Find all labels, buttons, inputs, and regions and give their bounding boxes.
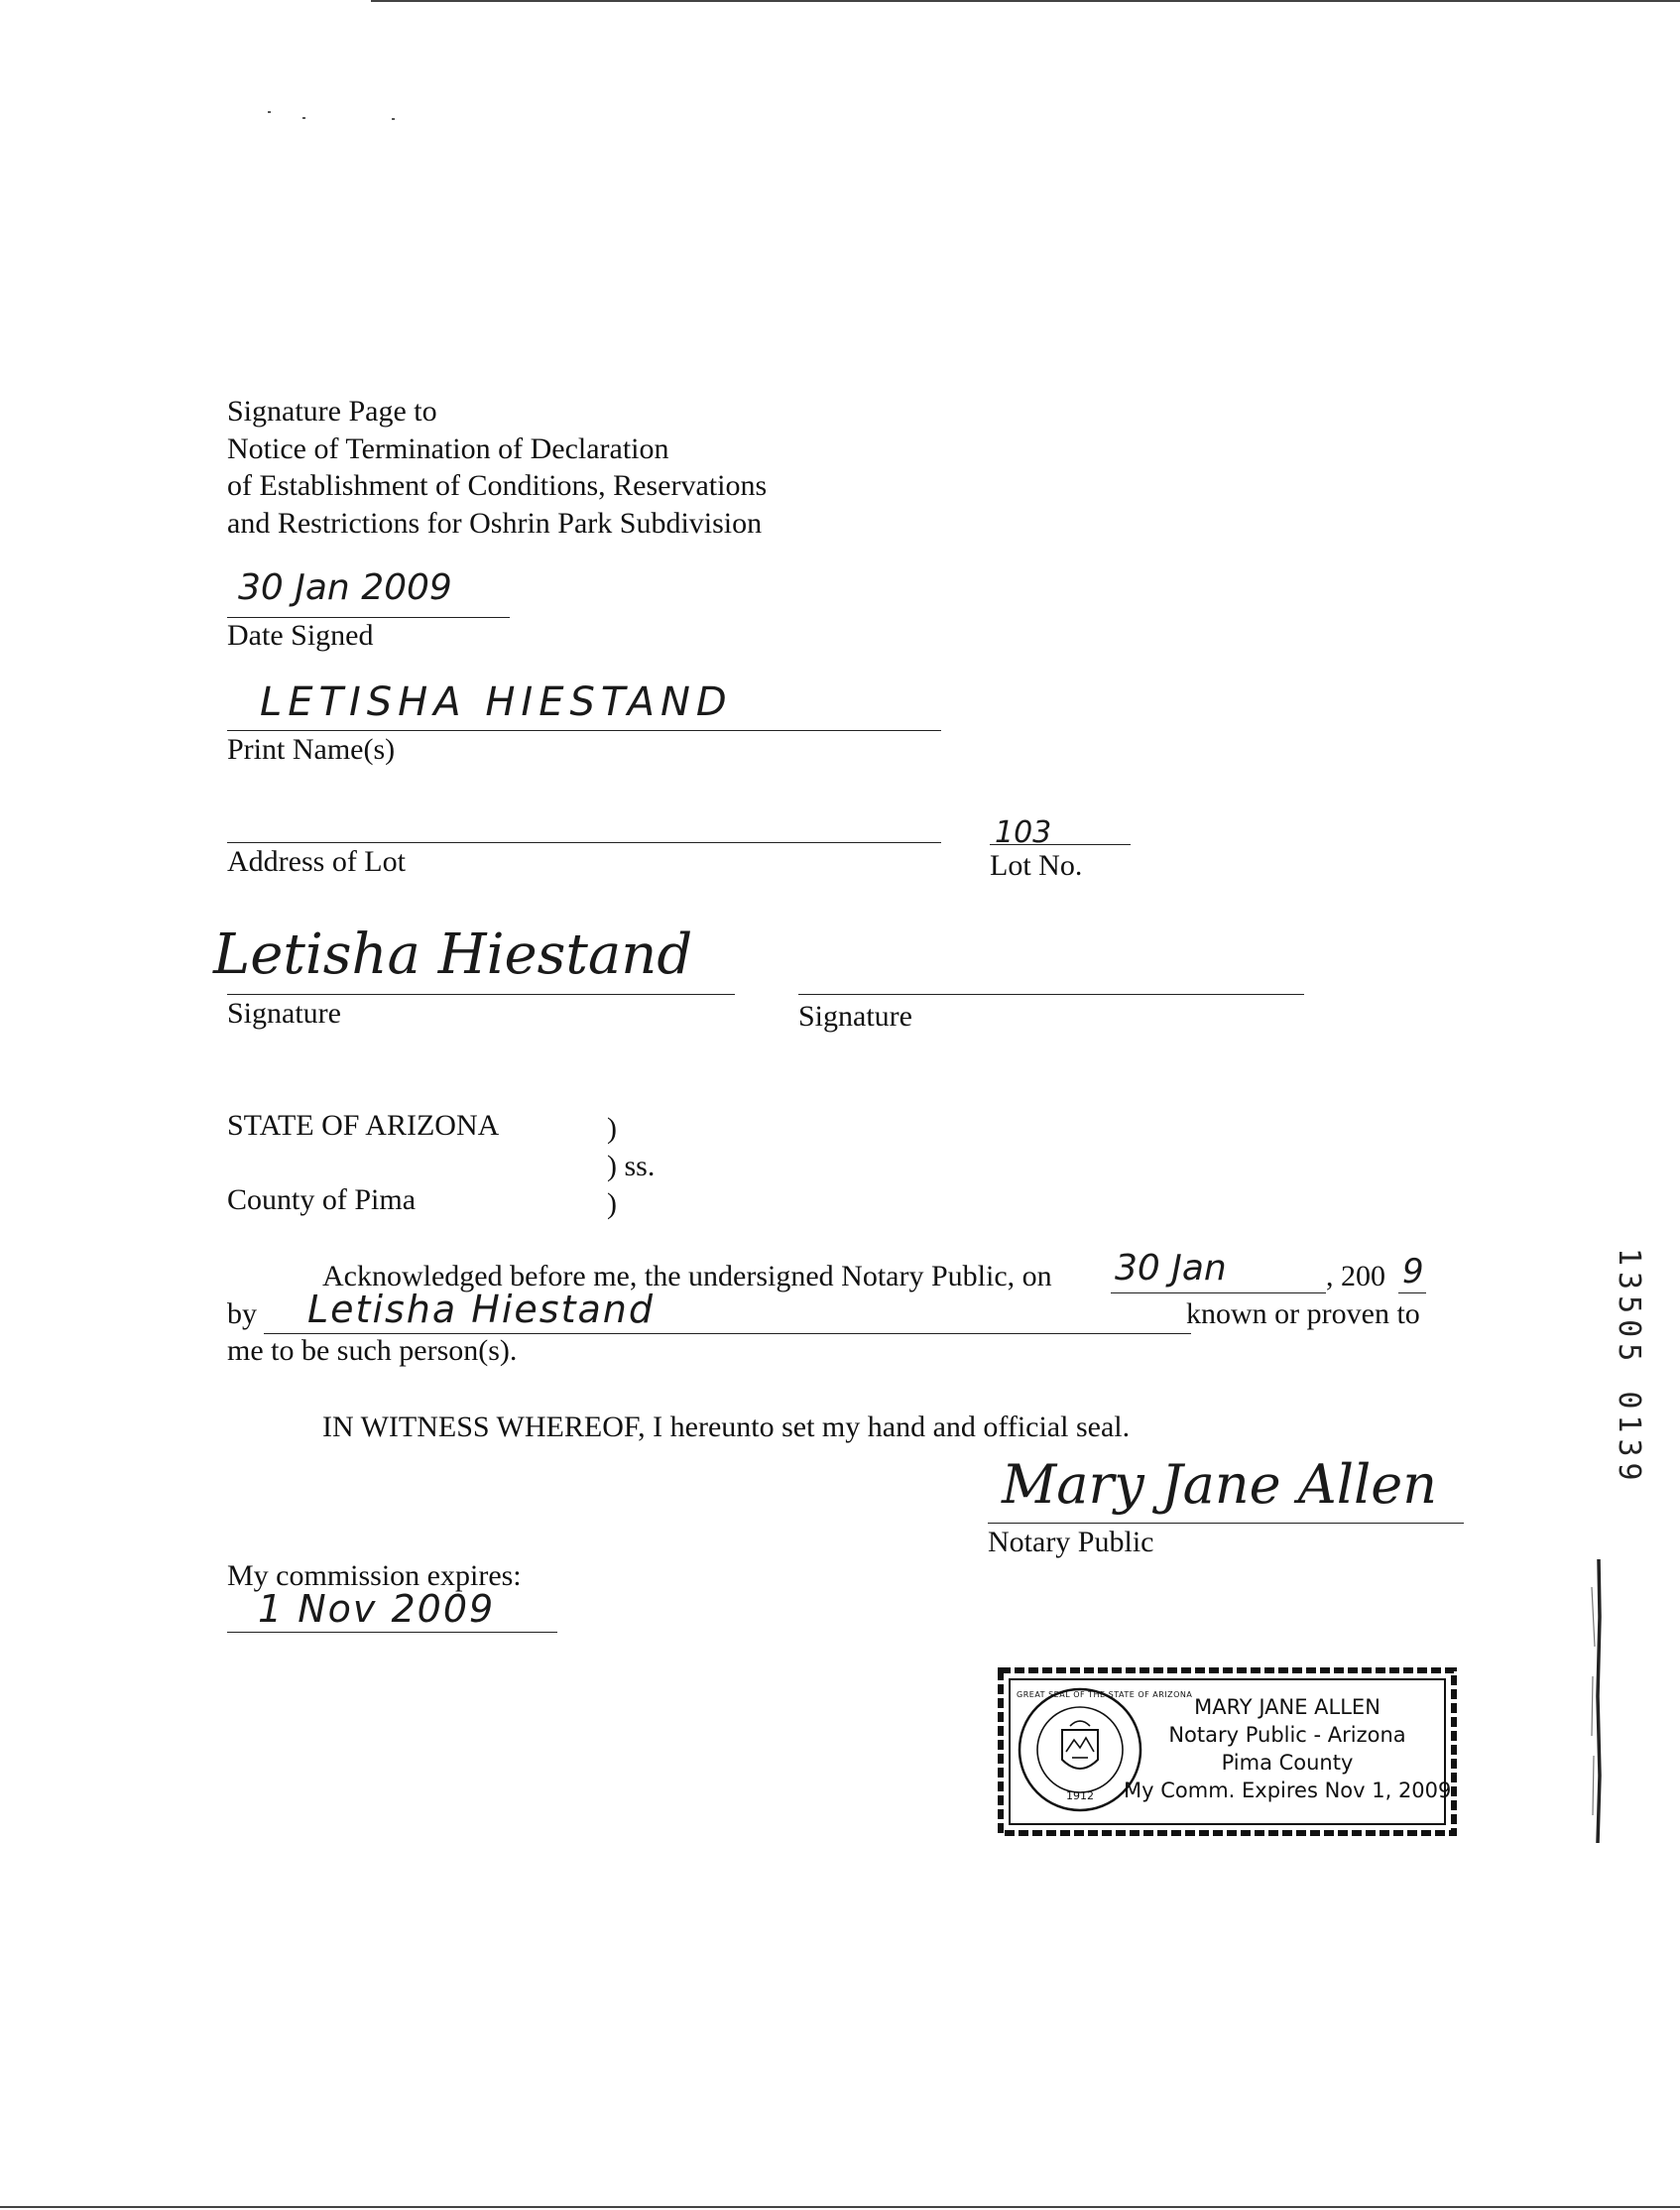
signature-label-1: Signature [227, 997, 341, 1030]
ack-year-line [1398, 1292, 1426, 1293]
ack-date-line [1111, 1292, 1326, 1293]
page-bottom-edge [0, 2206, 1680, 2208]
date-signed-label: Date Signed [227, 619, 374, 652]
signature-label-2: Signature [798, 1000, 912, 1033]
page-top-edge [371, 0, 1680, 2]
commission-label: My commission expires: [227, 1559, 522, 1592]
seal-ring-text: GREAT SEAL OF THE STATE OF ARIZONA [1017, 1690, 1193, 1699]
notary-signature-value: Mary Jane Allen [1002, 1453, 1437, 1516]
venue-paren-3: ) [607, 1187, 617, 1220]
ack-name-value: Letisha Hiestand [307, 1288, 655, 1331]
commission-line [227, 1632, 557, 1633]
margin-record-number: 13505 0139 [1612, 1248, 1646, 1487]
print-name-label: Print Name(s) [227, 733, 396, 766]
address-label: Address of Lot [227, 845, 406, 878]
ack-line-2-suffix: known or proven to [1186, 1297, 1420, 1330]
stamp-county: Pima County [1221, 1751, 1354, 1775]
venue-paren-1: ) [607, 1112, 617, 1145]
scan-speck [392, 118, 395, 120]
margin-scan-mark [1587, 1557, 1607, 1845]
stamp-title: Notary Public - Arizona [1168, 1723, 1406, 1747]
notary-stamp [997, 1666, 1458, 1837]
heading-line-1: Signature Page to [227, 395, 437, 428]
venue-paren-ss: ) ss. [607, 1150, 656, 1182]
ack-year-digit: 9 [1402, 1252, 1424, 1291]
seal-year: 1912 [1066, 1789, 1094, 1802]
print-name-value: LETISHA HIESTAND [260, 679, 733, 725]
ack-line-1-prefix: Acknowledged before me, the undersigned Notary Public, on [322, 1260, 1052, 1292]
ack-year-prefix: , 200 [1326, 1260, 1385, 1292]
owner-signature-value: Letisha Hiestand [213, 922, 693, 987]
stamp-expires: My Comm. Expires Nov 1, 2009 [1124, 1779, 1452, 1802]
ack-line-2-prefix: by [227, 1297, 257, 1330]
venue-county: County of Pima [227, 1183, 417, 1216]
commission-value: 1 Nov 2009 [258, 1587, 496, 1631]
notary-label: Notary Public [988, 1526, 1154, 1558]
lot-number-line [990, 844, 1131, 845]
stamp-name: MARY JANE ALLEN [1194, 1695, 1380, 1719]
scan-speck [268, 111, 271, 113]
heading-line-3: of Establishment of Conditions, Reservations [227, 469, 768, 502]
ack-line-3: me to be such person(s). [227, 1334, 518, 1367]
venue-state: STATE OF ARIZONA [227, 1109, 500, 1142]
ack-date-value: 30 Jan [1115, 1248, 1227, 1289]
lot-number-value: 103 [995, 815, 1052, 850]
heading-line-4: and Restrictions for Oshrin Park Subdivision [227, 507, 763, 540]
signature-line-2 [798, 994, 1304, 995]
stamp-text [1124, 1693, 1451, 1804]
witness-clause: IN WITNESS WHEREOF, I hereunto set my hand and official seal. [322, 1411, 1131, 1443]
scan-mark-icon [1587, 1557, 1607, 1845]
scan-speck [302, 117, 305, 119]
date-signed-value: 30 Jan 2009 [238, 567, 452, 608]
lot-number-label: Lot No. [990, 849, 1083, 882]
heading-line-2: Notice of Termination of Declaration [227, 432, 669, 465]
